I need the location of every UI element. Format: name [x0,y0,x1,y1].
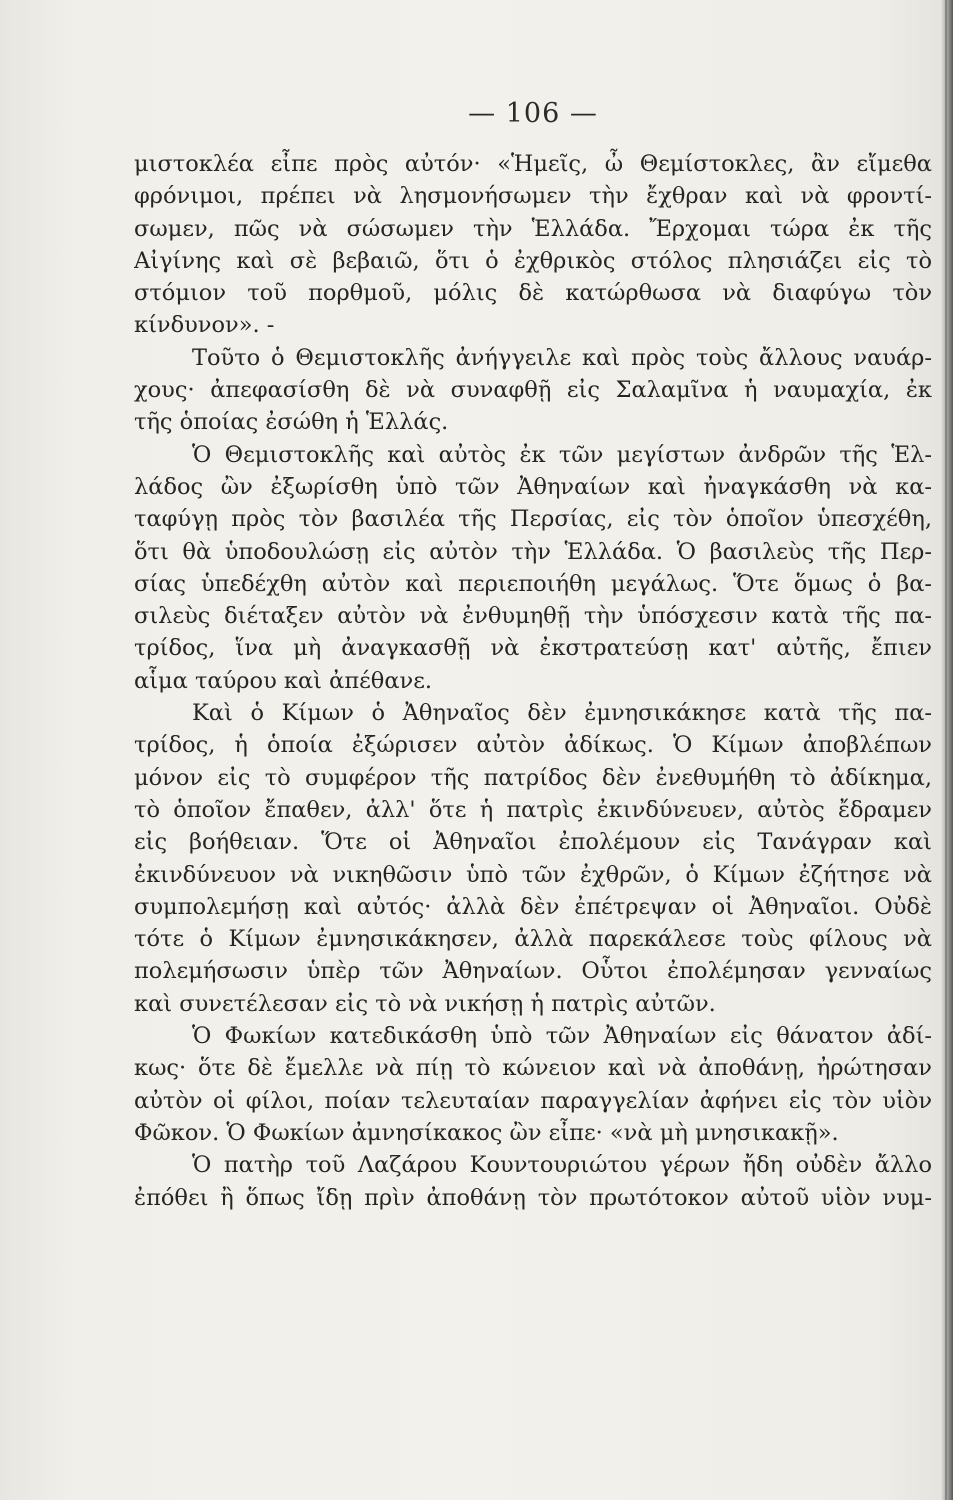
paragraph-themistocles-exile [134,439,932,697]
text-line: φρόνιμοι, πρέπει νὰ λησμονήσωμεν τὴν ἔχθραν καὶ νὰ φροντί- [134,183,932,210]
text-line: εἰς βοήθειαν. Ὅτε οἱ Ἀθηναῖοι ἐπολέμουν εἰς Τανάγραν καὶ [134,829,932,856]
text-line: ἐπόθει ἢ ὅπως ἴδῃ πρὶν ἀποθάνῃ τὸν πρωτότοκον αὐτοῦ υἱὸν νυμ- [134,1184,932,1211]
text-line: Καὶ ὁ Κίμων ὁ Ἀθηναῖος δὲν ἐμνησικάκησε κατὰ τῆς πα- [192,700,932,727]
page-edge-line [945,0,947,1500]
text-line: τῆς ὁποίας ἐσώθη ἡ Ἑλλάς. [134,409,449,436]
text-line: σωμεν, πῶς νὰ σώσωμεν τὴν Ἑλλάδα. Ἔρχομαι τώρα ἐκ τῆς [134,215,932,242]
text-line: Τοῦτο ὁ Θεμιστοκλῆς ἀνήγγειλε καὶ πρὸς τοὺς ἄλλους ναυάρ- [192,344,932,371]
text-line: Ὁ πατὴρ τοῦ Λαζάρου Κουντουριώτου γέρων ἤδη οὐδὲν ἄλλο [192,1152,932,1179]
text-line: ὅτι θὰ ὑποδουλώσῃ εἰς αὐτὸν τὴν Ἑλλάδα. Ὁ βασιλεὺς τῆς Περ- [134,538,932,565]
paragraph-kountouriotis [134,1149,932,1214]
text-line: Αἰγίνης καὶ σὲ βεβαιῶ, ὅτι ὁ ἐχθρικὸς στόλος πλησιάζει εἰς τὸ [134,247,932,274]
text-line: Ὁ Φωκίων κατεδικάσθη ὑπὸ τῶν Ἀθηναίων εἰς θάνατον ἀδί- [192,1023,932,1050]
text-line: χους· ἀπεφασίσθη δὲ νὰ συναφθῇ εἰς Σαλαμῖνα ἡ ναυμαχία, ἐκ [134,377,932,404]
text-line: καὶ συνετέλεσαν εἰς τὸ νὰ νικήσῃ ἡ πατρὶς αὐτῶν. [134,990,716,1017]
text-line: κίνδυνον». - [134,312,275,339]
paragraph-kimon [134,697,932,1020]
text-line: ταφύγῃ πρὸς τὸν βασιλέα τῆς Περσίας, εἰς τὸν ὁποῖον ὑπεσχέθη, [134,506,932,533]
text-line: τρίδος, ἡ ὁποία ἐξώρισεν αὐτὸν ἀδίκως. Ὁ Κίμων ἀποβλέπων [134,732,932,759]
text-line: σιλεὺς διέταξεν αὐτὸν νὰ ἐνθυμηθῇ τὴν ὑπόσχεσιν κατὰ τῆς πα- [134,603,932,630]
body-text [134,148,932,1214]
text-line: αὐτὸν οἱ φίλοι, ποίαν τελευταίαν παραγγελίαν ἀφήνει εἰς τὸν υἱὸν [134,1087,932,1114]
text-line: μιστοκλέα εἶπε πρὸς αὐτόν· «Ἡμεῖς, ὦ Θεμίστοκλες, ἂν εἴμεθα [134,151,932,177]
paragraph-themistocles-announcement [134,342,932,439]
text-line: τὸ ὁποῖον ἔπαθεν, ἀλλ' ὅτε ἡ πατρὶς ἐκινδύνευεν, αὐτὸς ἔδραμεν [134,796,932,823]
page-edge-shadow [941,0,953,1500]
text-line: πολεμήσωσιν ὑπὲρ τῶν Ἀθηναίων. Οὗτοι ἐπολέμησαν γενναίως [134,958,932,985]
text-line: Φῶκον. Ὁ Φωκίων ἀμνησίκακος ὢν εἶπε· «νὰ μὴ μνησικακῇ». [134,1119,839,1146]
text-line: ἐκινδύνευον νὰ νικηθῶσιν ὑπὸ τῶν ἐχθρῶν, ὁ Κίμων ἐζήτησε νὰ [134,861,932,888]
paragraph-phocion [134,1020,932,1149]
text-line: κως· ὅτε δὲ ἔμελλε νὰ πίῃ τὸ κώνειον καὶ νὰ ἀποθάνῃ, ἠρώτησαν [134,1055,932,1082]
text-line: λάδος ὢν ἐξωρίσθη ὑπὸ τῶν Ἀθηναίων καὶ ἠναγκάσθη νὰ κα- [134,473,932,500]
text-line: στόμιον τοῦ πορθμοῦ, μόλις δὲ κατώρθωσα νὰ διαφύγω τὸν [134,280,932,307]
paragraph-continuation [134,148,932,342]
text-line: συμπολεμήσῃ καὶ αὐτός· ἀλλὰ δὲν ἐπέτρεψαν οἱ Ἀθηναῖοι. Οὐδὲ [134,893,932,920]
text-line: τότε ὁ Κίμων ἐμνησικάκησεν, ἀλλὰ παρεκάλεσε τοὺς φίλους νὰ [134,926,932,953]
text-line: σίας ὑπεδέχθη αὐτὸν καὶ περιεποιήθη μεγάλως. Ὅτε ὅμως ὁ βα- [134,570,932,597]
text-line: τρίδος, ἵνα μὴ ἀναγκασθῇ νὰ ἐκστρατεύσῃ κατ' αὐτῆς, ἔπιεν [134,635,932,662]
page-number: — 106 — [468,98,598,129]
text-line: μόνον εἰς τὸ συμφέρον τῆς πατρίδος δὲν ἐνεθυμήθη τὸ ἀδίκημα, [134,764,932,791]
text-line: αἷμα ταύρου καὶ ἀπέθανε. [134,667,433,694]
text-line: Ὁ Θεμιστοκλῆς καὶ αὐτὸς ἐκ τῶν μεγίστων ἀνδρῶν τῆς Ἑλ- [192,441,932,468]
